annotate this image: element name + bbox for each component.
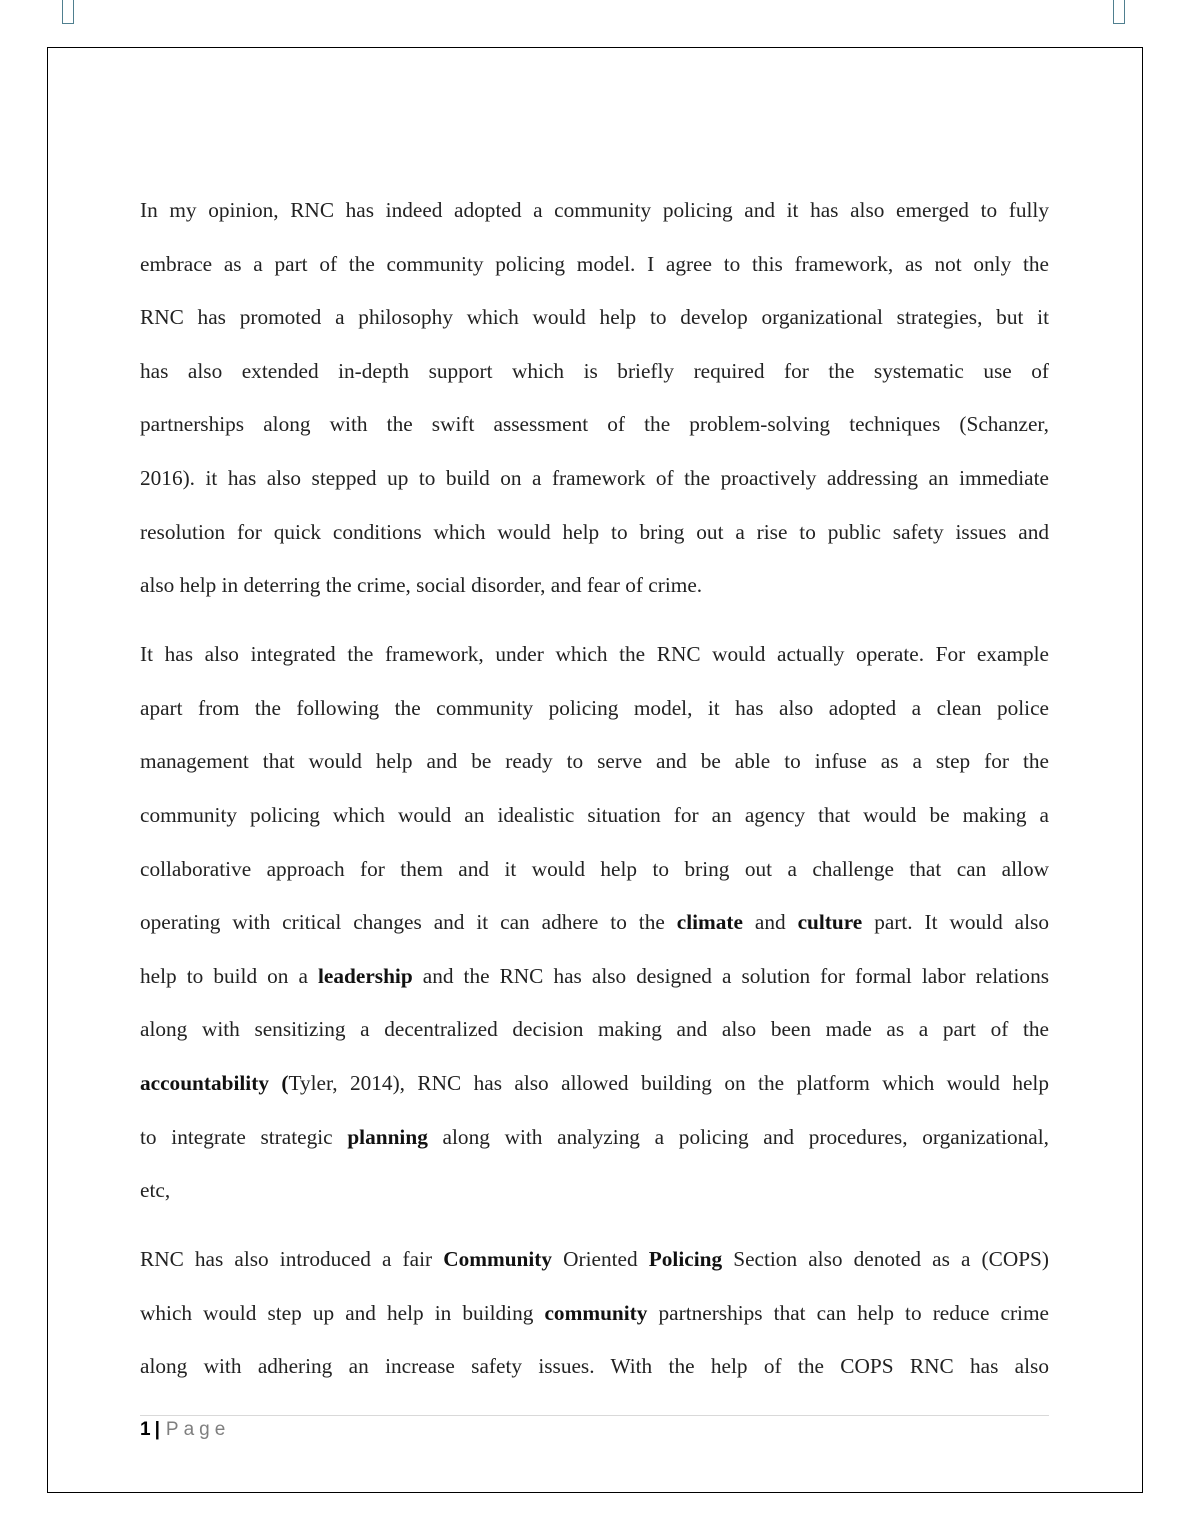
- text-run: along with sensitizing a decentralized decision making and also been made as a part of the: [140, 1017, 1049, 1042]
- text-line: [140, 1242, 1049, 1296]
- footer-separator: |: [154, 1419, 160, 1440]
- left-crop-mark: [62, 0, 74, 24]
- bold-text: community: [544, 1300, 648, 1325]
- text-line: [140, 691, 1049, 745]
- page-label: Page: [165, 1419, 231, 1440]
- bold-text: Community: [443, 1247, 553, 1272]
- paragraph: [140, 637, 1049, 1227]
- paragraph: [140, 1242, 1049, 1403]
- bold-text: culture: [797, 910, 863, 935]
- page-number: 1: [140, 1419, 151, 1440]
- text-line: [140, 1066, 1049, 1120]
- text-run: resolution for quick conditions which would help to bring out a rise to public safety issues and: [140, 519, 1049, 544]
- text-run: along with adhering an increase safety issues. With the help of the COPS RNC has also: [140, 1354, 1049, 1379]
- text-line: [140, 461, 1049, 515]
- text-run: and: [742, 910, 798, 935]
- bold-text: leadership: [318, 963, 413, 988]
- text-run: to integrate strategic: [140, 1124, 348, 1149]
- text-line: [140, 247, 1049, 301]
- footer-divider: [140, 1415, 1049, 1416]
- bold-text: Policing: [648, 1247, 723, 1272]
- text-line: [140, 193, 1049, 247]
- text-line: [140, 407, 1049, 461]
- text-run: and the RNC has also designed a solution for formal labor relations: [412, 963, 1050, 988]
- text-run: Tyler, 2014), RNC has also allowed building on the platform which would help: [288, 1071, 1049, 1095]
- text-run: help to build on a: [140, 963, 319, 988]
- text-run: embrace as a part of the community policing model. I agree to this framework, as not only the: [140, 251, 1049, 276]
- text-line: [140, 852, 1049, 906]
- text-run: partnerships that can help to reduce crime: [647, 1300, 1049, 1325]
- text-run: also help in deterring the crime, social disorder, and fear of crime.: [140, 573, 703, 598]
- text-run: apart from the following the community policing model, it has also adopted a clean police: [140, 695, 1049, 720]
- text-run: RNC has promoted a philosophy which would help to develop organizational strategies, but it: [140, 305, 1049, 330]
- text-line: [140, 798, 1049, 852]
- right-crop-mark: [1113, 0, 1125, 24]
- text-run: community policing which would an idealistic situation for an agency that would be making a: [140, 803, 1049, 828]
- text-line: [140, 1296, 1049, 1350]
- text-run: has also extended in-depth support which is briefly required for the systematic use of: [140, 358, 1049, 383]
- text-line: [140, 905, 1049, 959]
- text-run: collaborative approach for them and it would help to bring out a challenge that can allow: [140, 856, 1049, 881]
- text-run: Oriented: [552, 1247, 649, 1272]
- text-line: [140, 1349, 1049, 1403]
- text-run: In my opinion, RNC has indeed adopted a community policing and it has also emerged to fully: [140, 198, 1049, 222]
- text-line: [140, 1120, 1049, 1174]
- text-line: [140, 744, 1049, 798]
- text-line: [140, 1012, 1049, 1066]
- text-line: [140, 300, 1049, 354]
- bold-text: accountability (: [140, 1071, 289, 1095]
- bold-text: climate: [676, 910, 743, 935]
- text-run: It has also integrated the framework, under which the RNC would actually operate. For example: [140, 642, 1049, 667]
- paragraph: [140, 193, 1049, 622]
- text-run: part. It would also: [862, 910, 1049, 935]
- text-run: along with analyzing a policing and procedures, organizational,: [427, 1124, 1049, 1149]
- text-line: [140, 959, 1049, 1013]
- bold-text: planning: [347, 1124, 428, 1149]
- text-run: etc,: [140, 1178, 171, 1203]
- text-line: [140, 1173, 1049, 1227]
- page-footer: [140, 1419, 230, 1441]
- text-run: Section also denoted as a (COPS): [722, 1247, 1049, 1272]
- text-run: 2016). it has also stepped up to build on a framework of the proactively addressing an immediate: [140, 465, 1049, 490]
- document-body: [140, 193, 1049, 1419]
- text-line: [140, 515, 1049, 569]
- text-line: [140, 354, 1049, 408]
- text-run: management that would help and be ready to serve and be able to infuse as a step for the: [140, 749, 1049, 774]
- text-line: [140, 637, 1049, 691]
- text-run: operating with critical changes and it can adhere to the: [140, 910, 677, 935]
- text-line: [140, 568, 1049, 622]
- text-run: partnerships along with the swift assessment of the problem-solving techniques (Schanzer,: [140, 412, 1049, 437]
- text-run: which would step up and help in building: [140, 1300, 545, 1325]
- text-run: RNC has also introduced a fair: [140, 1247, 444, 1272]
